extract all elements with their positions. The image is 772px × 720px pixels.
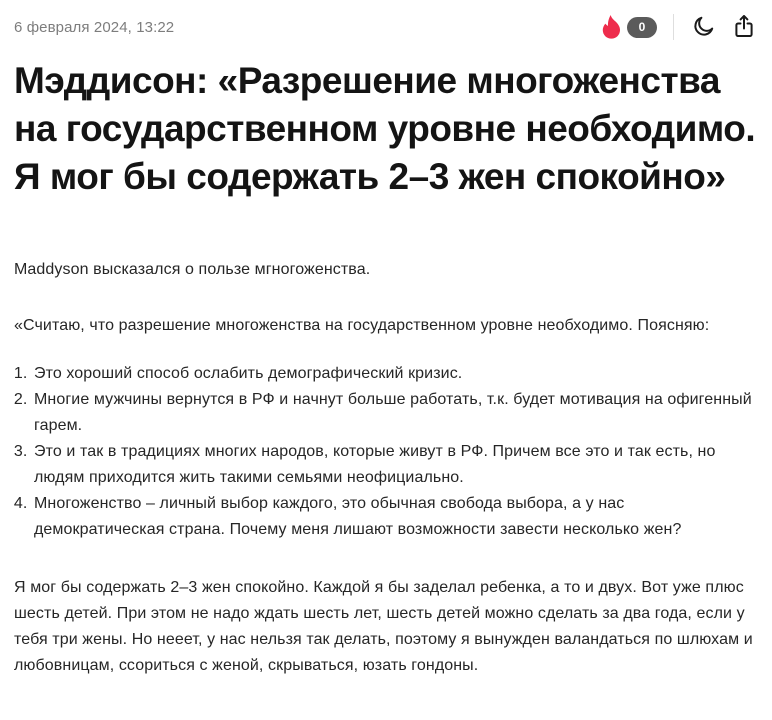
numbered-list	[14, 361, 758, 543]
closing-paragraph: Я мог бы содержать 2–3 жен спокойно. Каждой я бы заделал ребенка, а то и двух. Вот уже плюс шесть детей. При этом не надо ждать шесть лет, шесть детей можно сделать за два года, если у тебя три жены. Но нееет, у нас нельзя так делать, поэтому я вынужден валандаться по шлюхам и любовницам, ссориться с женой, скрываться, юзать гондоны.	[14, 579, 753, 674]
list-item: 1. Это хороший способ ослабить демографический кризис.	[32, 361, 758, 387]
share-icon	[732, 14, 756, 41]
publish-date: 6 февраля 2024, 13:22	[14, 18, 175, 36]
quote-intro: «Считаю, что разрешение многоженства на государственном уровне необходимо. Поясняю:	[14, 317, 710, 334]
flame-icon	[602, 15, 621, 39]
reaction-count-badge: 0	[627, 17, 657, 38]
topbar	[14, 0, 758, 39]
article-lead: Maddyson высказался о пользе мгногоженства.	[14, 261, 371, 278]
topbar-actions	[602, 12, 758, 43]
reactions-button[interactable]	[602, 15, 657, 39]
list-item: 4. Многоженство – личный выбор каждого, это обычная свобода выбора, а у нас демократическая страна. Почему меня лишают возможности завести несколько жен?	[32, 491, 758, 543]
article-title: Мэддисон: «Разрешение многоженства на государственном уровне необходимо. Я мог бы содержать 2–3 жен спокойно»	[14, 60, 756, 197]
topbar-divider	[673, 14, 674, 40]
theme-toggle-button[interactable]	[690, 12, 718, 43]
list-item: 3. Это и так в традициях многих народов, которые живут в РФ. Причем все это и так есть, но людям приходится жить такими семьями неофициально.	[32, 439, 758, 491]
moon-icon	[692, 14, 716, 41]
share-button[interactable]	[730, 12, 758, 43]
list-item: 2. Многие мужчины вернутся в РФ и начнут больше работать, т.к. будет мотивация на офигенный гарем.	[32, 387, 758, 439]
